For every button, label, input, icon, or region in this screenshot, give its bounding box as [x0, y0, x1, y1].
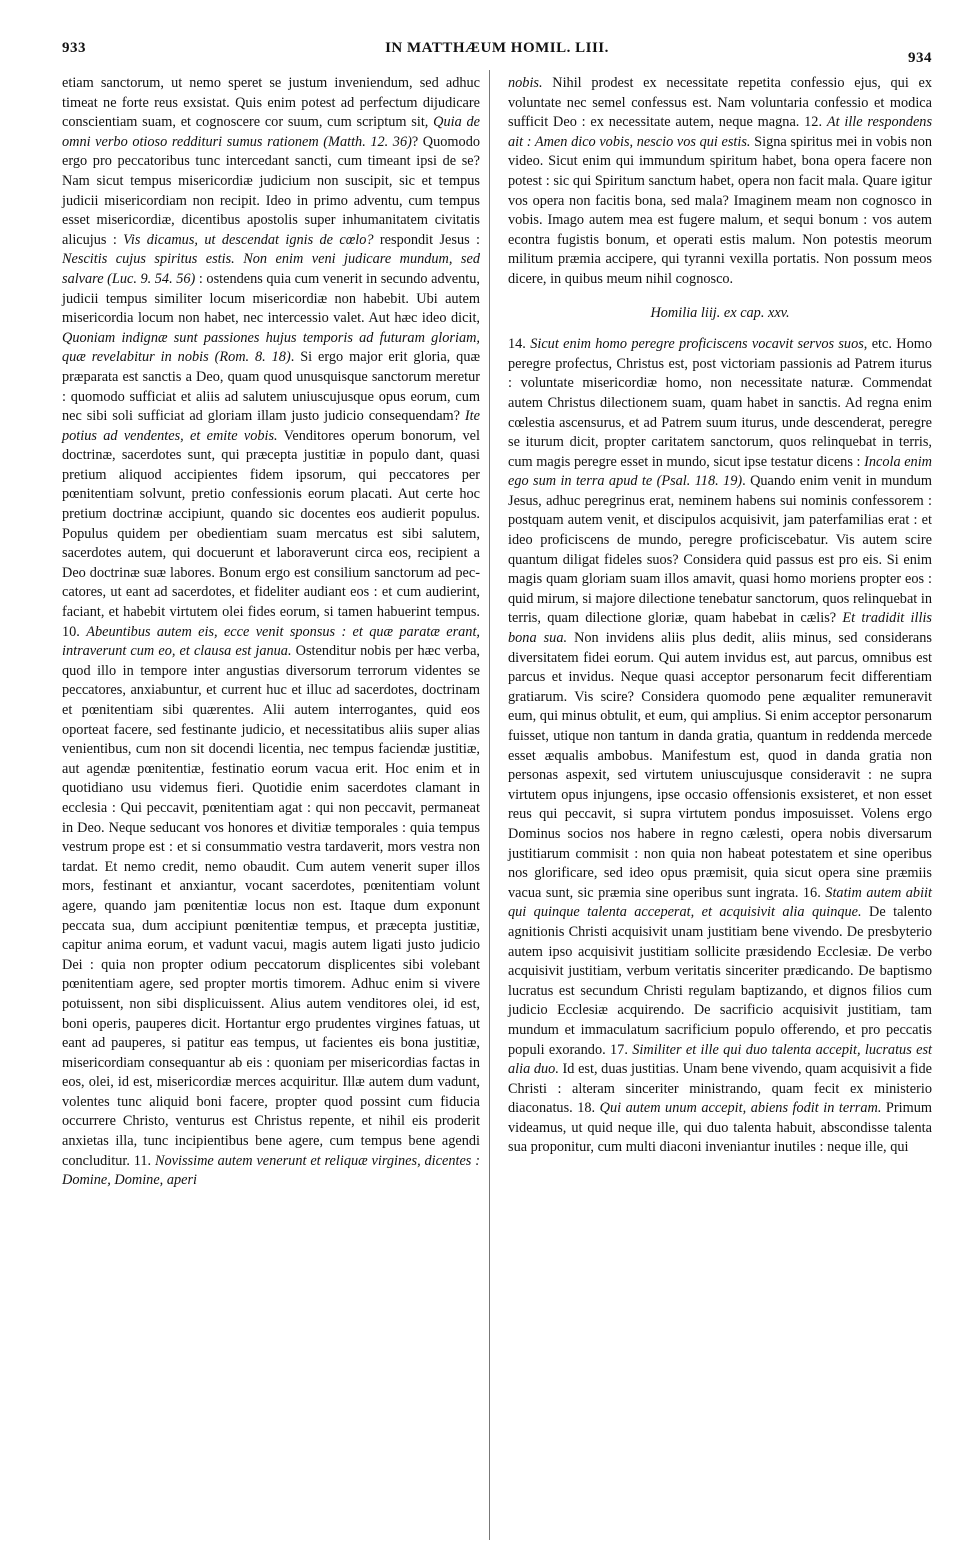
- text-run: De talento agnitionis Christi acquisivit unam justitiam bene vivendo. De presbyterio autem ipso acquisivit justitiam sollicite præsidendo Ecclesiæ. De verbo acquisivit justitiam, verbum veritatis sinceriter prædicando. De baptismo lucratus est secundum Christi regulam baptizando, et dignos filios cum judicio Ecclesiæ acquirendo. De sacrificio acquisivit justitiam, tam mundum et immaculatum sacrificium populo offerendo, et pro peccatis populi exorando. 17.: [508, 904, 932, 1058]
- italic-text-run: At ille respondens ait : Amen dico vobis, nescio vos qui estis.: [508, 114, 933, 150]
- text-run: , etc. Homo peregre profectus, Christus est, post victoriam passionis ad Patrem iturus : voluntate misericordiæ homo, non necessitate naturæ. Commendat autem Christus dilectionem suam, quam habet in sanctis. Ad regna enim cœlestia ascensurus, et ad Patrem suum iturus, unde descenderat, peregre se iturum dicit, propter caritatem sanctorum, quos relinquebat in terris, cum magis peregre esset in mundo, sicut ipse testatur dicens :: [508, 336, 932, 470]
- homily-rubric: Homilia liij. ex cap. xxv.: [650, 304, 790, 321]
- text-run: 14.: [508, 336, 531, 353]
- italic-text-run: Ite potius ad vendentes, et emite vobis.: [62, 408, 480, 444]
- italic-text-run: Nescitis cujus spiritus estis. Non enim veni judicare mundum, sed salvare (Luc. 9. 54. 56): [62, 251, 480, 287]
- left-column-body: [62, 74, 480, 1191]
- right-column: [508, 74, 932, 1158]
- column-divider: [489, 70, 490, 1540]
- text-paragraph: [62, 74, 480, 1191]
- italic-text-run: Sicut enim homo peregre proficiscens vocavit servos suos: [530, 336, 864, 353]
- italic-text-run: Abeuntibus autem eis, ecce venit sponsus : et quæ paratæ erant, intraverunt cum eo, et clausa est janua.: [62, 623, 480, 660]
- text-paragraph: [508, 74, 932, 290]
- italic-text-run: Quia de omni verbo otioso reddituri sumus rationem (Matth. 12. 36): [62, 114, 480, 150]
- italic-text-run: Statim autem abiit qui quinque talenta acceperat, et acquisivit alia quinque.: [508, 884, 932, 921]
- italic-text-run: nobis.: [508, 75, 543, 91]
- right-column-body-bottom: [508, 335, 932, 1158]
- text-run: etiam sanctorum, ut nemo speret se justum inveniendum, sed adhuc timeat ne forte reus exsistat. Quis enim potest ad perfectum dijudicare conscientiam suam, et cognoscere cor suum, cum scriptum sit,: [62, 75, 480, 131]
- text-run: Primum videamus, ut quid neque ille, qui duo talenta habuit, abscondisse talenta sua proponitur, cum multi diaconi inveniantur inutiles : neque ille, qui: [508, 1100, 932, 1156]
- italic-text-run: Similiter et ille qui duo talenta accepit, lucratus est alia duo.: [508, 1041, 932, 1078]
- text-paragraph: [508, 335, 932, 1158]
- italic-text-run: Novissime autem venerunt et reliquæ virgines, dicentes : Domine, Domine, aperi: [62, 1152, 480, 1189]
- text-run: respondit Jesus :: [373, 231, 480, 248]
- italic-text-run: Incola enim ego sum in terra apud te (Psal. 118. 19): [508, 453, 932, 490]
- text-run: ? Quomodo ergo pro peccatoribus tunc intercedant sancti, cum timeant ipsi de se? Nam sicut tempus misericordiæ judicium non suscipit, sic et tempus judicii misericordiam non recipit. Ideo in primo adventu, cum tempus esset misericordiæ, dicentibus apostolis super inhumanitatem civitatis alicujus :: [62, 133, 480, 248]
- text-run: . Quando enim venit in mundum Jesus, adhuc peregrinus erat, neminem habens sui nominis confessorem : postquam autem venit, et discipulos acquisivit, jam paterfamilias erat : et ideo proficiscens de mundo, peregre proficiscebatur. Vis autem scire quantum diligat fideles suos? Considera quid passus est pro eis. Si enim magis quam gloriam suam illos amavit, quasi homo moriens propter eos : quid mirum, si majore dilectione tenebatur sanctorum, quos relinquebat in terris, quam dilectione gloriæ, quam habebat in cælis?: [508, 473, 932, 627]
- text-run: Ostenditur nobis per hæc verba, quod illo in tempore inter angustias diversorum terrorum videntes se peccatores, anxiabuntur, et current huc et illuc ad sacerdotes, doctrinam et pœnitentiam sibi quærentes. Alii autem interrogantes, quid eos oporteat facere, sed festinante judicio, et necessitatibus aliis super alias venientibus, cum non sit docendi licentia, nec tempus faciendæ justitiæ, aut agendæ pœnitentiæ, festinatio eorum vacua erit. Hoc enim et in quotidiano usu videmus fieri. Quotidie enim sacerdotes clamant in ecclesia : Qui peccavit, pœnitentiam agat : qui non peccavit, permaneat in Deo. Neque seducant vos honores et divitiæ temporales : quia tempus vestrum prope est : et si consummatio vestra tardaverit, mors vestra non tardat. Et nemo credit, nemo obaudit. Cum autem venerit super illos mors, festinant et anxiantur, vocant sacerdotes, pœnitentiam volunt agere, quando jam pœnitentiæ locus non est. Itaque dum exponunt peccata sua, dum accipiunt pœnitentiæ tempus, et præcepta justitiæ, capitur anima eorum, et vadunt vacui, magis autem ligati justo judicio Dei : quia non propter odium peccatorum displicentes sibi volebant pœnitentiam agere, sed propter mortis timorem. Adhuc enim si vivere potuissent, non sibi displicuissent. Alius autem venditores olei, id est, boni operis, pauperes dicit. Hortantur ergo prudentes virgines fatuas, ut eant ad pauperes, si patitur eas tempus, ut facientes eis bona justitiæ, misericordiam consequantur ab eis : quoniam per misericordias factas in eos, olei, id est, misericordiæ merces acquiritur. Illæ autem dum vadunt, volentes tunc aliquid boni facere, propter quod possint cum fiducia occurrere Christo, venturus est Christus repente, et nihil eis proderit anxietas illa, tunc incipientibus bene agere, cum tempus bene agendi concluditur. 11.: [62, 643, 480, 1169]
- text-run: Nihil prodest ex necessitate repetita confessio ejus, qui ex voluntate nec semel confessus est. Nam voluntaria confessio et modica sufficit Deo : ex necessitate autem, neque magna. 12.: [508, 75, 932, 131]
- text-run: Signa spiritus mei in vobis non video. Sicut enim qui immundum spiritum habet, bona opera facere non potest : sic qui Spiritum sanctum habet, opera non facit mala. Quare igitur vos opera non facitis bona, sed mala? Imaginem meam non cognosco in vobis. Imago autem mea est fugere malum, et sequi bonum : vos autem econtra fugistis bonum, et operati estis malum. Non potestis meorum militum præmia accipere, qui tyranni vexilla portatis. Non possum meos dicere, in quibus meum nihil cognosco.: [508, 133, 933, 287]
- right-page-number: 934: [908, 50, 932, 66]
- left-column: [62, 74, 480, 1191]
- italic-text-run: Et tradidit illis bona sua.: [508, 610, 932, 647]
- text-run: Id est, duas justitias. Unam bene vivendo, quam acquisivit a fide Christi : alteram sinceriter ministrando, quam fecit ex ministerio diaconatus. 18.: [508, 1061, 932, 1117]
- text-run: Non invidens aliis plus dedit, aliis minus, sed considerans diversitatem fidei eorum. Qui autem invidus est, aut parcus, omnibus est parcus et invidus. Neque quasi acceptor personarum fecit differentiam gratiarum. Vis scire? Considera quomodo pene æqualiter remuneravit eum, qui minus obtulit, et eum, qui amplius. Si enim acceptor personarum fuisset, utique non tantum in danda gratia, quantum in reddenda mercede esset æqualis ambobus. Manifestum est, quod in danda gratia non personas aspexit, sed virtutem uniuscujusque consideravit : ne supra virtutem opus injungens, ipse occasio offensionis exsisteret, et non esset reus qui peccavit, si supra virtutem pondus imposuisset. Volens ergo Dominus socios nos habere in regno cælesti, opera nobis diversarum justitiarum commisit : non quia non habeat potestatem et sine operibus nos glorificare, sed ideo opus præmisit, quia sicut opera sine præmiis vacua sunt, sic præmia sine operibus sunt ingrata. 16.: [508, 630, 932, 901]
- italic-text-run: Qui autem unum accepit, abiens fodit in terram.: [599, 1100, 882, 1117]
- running-title: IN MATTHÆUM HOMIL. LIII.: [385, 40, 609, 56]
- italic-text-run: Vis dicamus, ut descendat ignis de cœlo?: [123, 231, 374, 248]
- page-header: [62, 40, 932, 68]
- text-run: Venditores operum bonorum, vel doctrinæ, sacerdotes sunt, qui præcepta justitiæ in populo dant, quasi pretium aliquod accipientes fidem ipsorum, qui peccatores per pœnitentiam solvunt, pretio confessionis eorum placati. Aut certe hoc pretium doctrinæ accipiunt, quando sic docentes eos audierit populus. Populus quidem per obedientiam suam mercatus est sibi salutem, sacerdotes autem, qui docuerunt et laboraverunt circa eos, recipient a Deo doctrinæ suæ labores. Bonum ergo est consilium sanctorum ad peccatores, ut eant ad sacerdotes, et fideliter audiant eos : et cum audierint, faciant, et habebit virtutem olei fides eorum, si tamen habuerint tempus. 10.: [62, 427, 480, 640]
- text-run: . Si ergo major erit gloria, quæ præparata est sanctis a Deo, quam quod unusquisque sanctorum meretur : quomodo sufficiat et aliis ad salutem uniuscujusque opus eorum, cum nec sibi soli sufficiat ad gloriam illam justo judicio consequendam?: [62, 349, 480, 425]
- text-run: : ostendens quia cum venerit in secundo adventu, judicii tempus similiter locum misericordiæ non habebit. Ubi autem misericordia locum non habet, nec intercessio valet. Aut hæc ideo dicit,: [62, 270, 480, 327]
- italic-text-run: Quoniam indignæ sunt passiones hujus temporis ad futuram gloriam, quæ revelabitur in nobis (Rom. 8. 18): [62, 329, 480, 366]
- left-page-number: 933: [62, 40, 86, 56]
- right-column-body-top: [508, 74, 932, 290]
